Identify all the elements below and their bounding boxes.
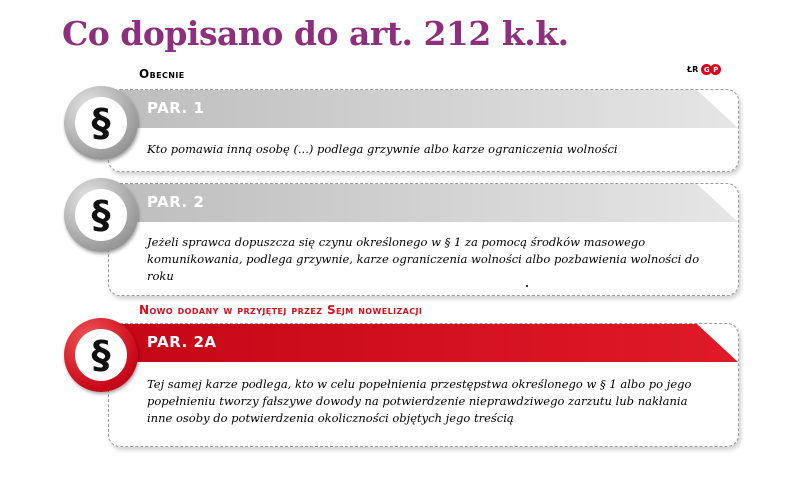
paragraph-sign-icon <box>64 318 138 392</box>
paragraph-card-2 <box>108 183 739 296</box>
page-title: Co dopisano do art. 212 k.k. <box>62 14 569 53</box>
paragraph-card-2a <box>108 323 739 447</box>
section-label-current: Obecnie <box>139 67 185 81</box>
logo-mark <box>701 64 721 75</box>
paragraph-text: Tej samej karze podlega, kto w celu popełnienia przestępstwa określonego w § 1 albo po jego popełnieniu tworzy fałszywe dowody na potwierdzenie nieprawdziwego zarzutu lub nakłania inne osoby do potwierdzenia okoliczności objętych jego treścią <box>147 377 692 425</box>
paragraph-label: PAR. 1 <box>147 99 205 117</box>
section-sign-glyph: § <box>91 333 111 377</box>
stray-dot <box>526 285 528 287</box>
section-sign-glyph: § <box>91 193 111 237</box>
paragraph-sign-icon <box>64 86 138 160</box>
paragraph-label: PAR. 2A <box>147 333 217 351</box>
logo-letter-p: P <box>710 64 721 75</box>
paragraph-card-1 <box>108 89 739 172</box>
paragraph-text: Jeżeli sprawca dopuszcza się czynu określonego w § 1 za pomocą środków masowego komunikowania, podlega grzywnie, karze ograniczenia wolności albo pozbawienia wolności do roku <box>147 235 700 283</box>
logo-prefix: ŁR <box>687 65 699 74</box>
section-label-new: Nowo dodany w przyjętej przez Sejm nowelizacji <box>139 303 423 317</box>
paragraph-sign-icon <box>64 178 138 252</box>
section-sign-glyph: § <box>91 101 111 145</box>
paragraph-label: PAR. 2 <box>147 193 205 211</box>
paragraph-text: Kto pomawia inną osobę (...) podlega grzywnie albo karze ograniczenia wolności <box>147 142 618 156</box>
logo-letter-g: G <box>701 64 712 75</box>
publisher-logo <box>687 64 721 75</box>
